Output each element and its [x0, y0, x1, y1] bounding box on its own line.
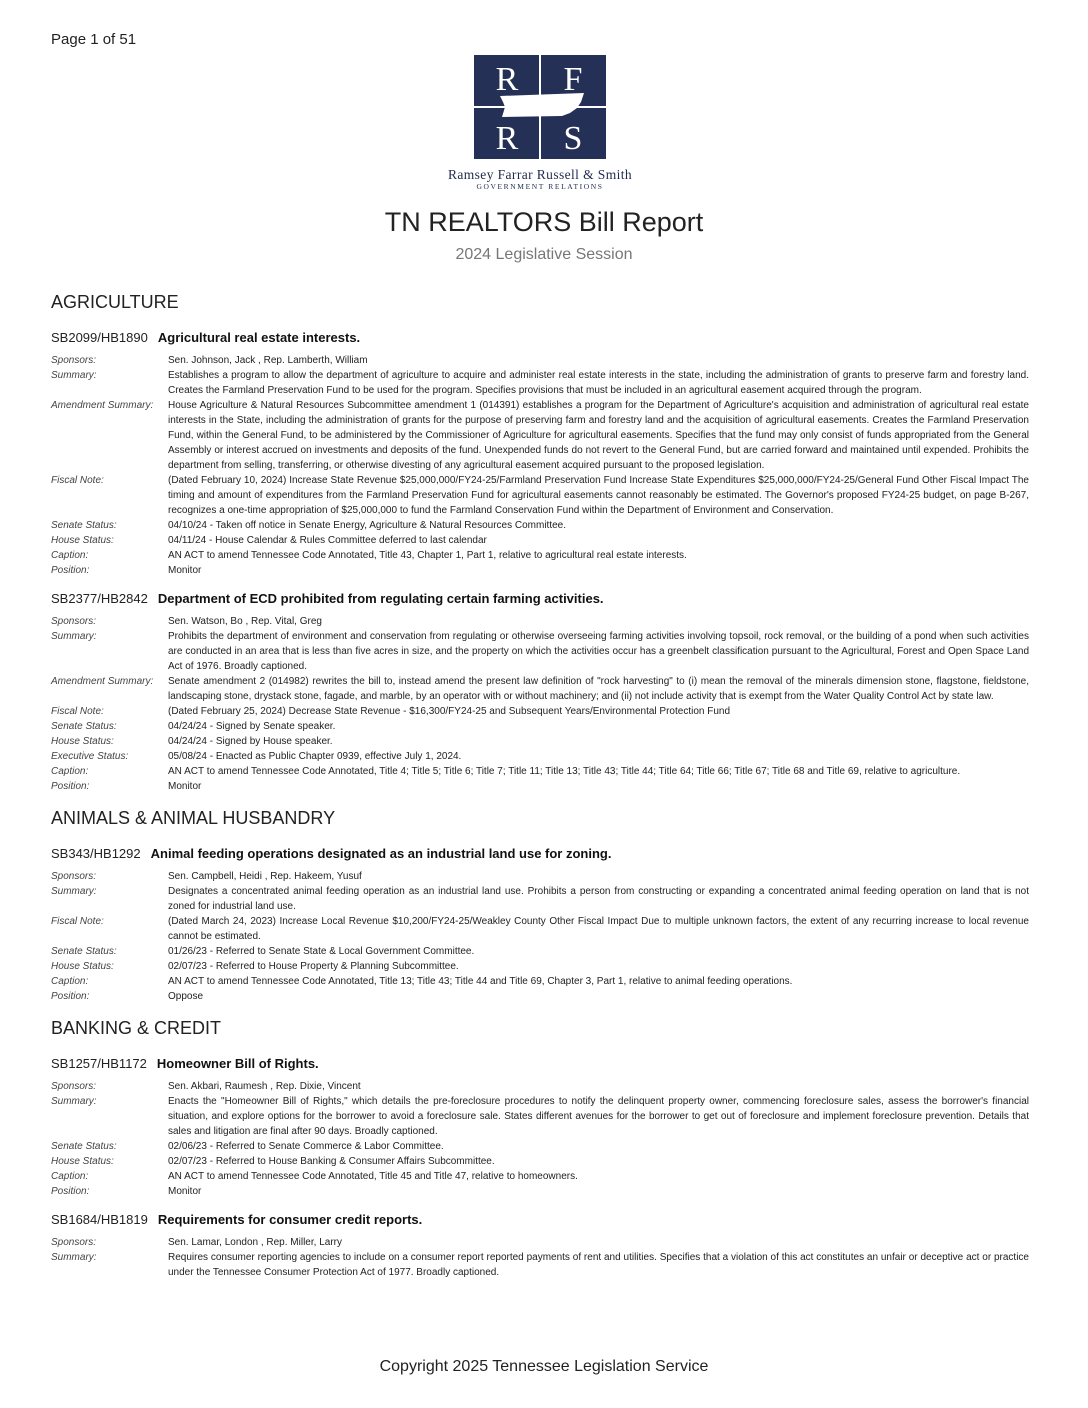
field-label: Caption:: [51, 1171, 89, 1182]
field-value: AN ACT to amend Tennessee Code Annotated, Title 45 and Title 47, relative to homeowners.: [168, 1171, 578, 1182]
bill-field-row: [51, 398, 1029, 473]
field-label: Sponsors:: [51, 1081, 97, 1092]
field-label: Senate Status:: [51, 520, 117, 531]
bill-field-row: [51, 1079, 1029, 1094]
field-value: 01/26/23 - Referred to Senate State & Local Government Committee.: [168, 946, 475, 957]
bill-entry: [51, 1055, 1029, 1199]
bill-field-row: [51, 368, 1029, 398]
field-label: Caption:: [51, 766, 89, 777]
category-heading: ANIMALS & ANIMAL HUSBANDRY: [51, 808, 336, 828]
bill-field-row: [51, 1250, 1029, 1280]
bill-field-row: [51, 1169, 1029, 1184]
category-heading: BANKING & CREDIT: [51, 1018, 222, 1038]
bill-field-row: [51, 533, 1029, 548]
field-label: Caption:: [51, 976, 89, 987]
bill-field-row: [51, 749, 1029, 764]
bill-field-row: [51, 473, 1029, 518]
field-label: Fiscal Note:: [51, 475, 104, 486]
field-value: 04/11/24 - House Calendar & Rules Committee deferred to last calendar: [168, 535, 487, 546]
bill-field-row: [51, 734, 1029, 749]
firm-tagline: GOVERNMENT RELATIONS: [476, 182, 604, 191]
field-value: AN ACT to amend Tennessee Code Annotated, Title 13; Title 43; Title 44 and Title 69, Chapter 3, Part 1, relative to animal feeding operations.: [168, 976, 793, 987]
field-value: (Dated February 10, 2024) Increase State Revenue $25,000,000/FY24-25/Farmland Preservation Fund Increase State Expenditures $25,000,000/FY24-25/General Fund Other Fiscal Impact The timing and amount of expenditures from the Farmland Preservation Fund for agricultural easements cannot reasonably be estimated. The Governor's proposed FY24-25 budget, on page B-267, recognizes a one-time appropriation of $25,000,000 to fund the Farmland Conservation Fund within the Department of Environment and Conservation.: [168, 475, 1029, 516]
field-value: Monitor: [168, 565, 202, 576]
field-value: 05/08/24 - Enacted as Public Chapter 0939, effective July 1, 2024.: [168, 751, 462, 762]
field-label: Position:: [51, 565, 90, 576]
field-value: Oppose: [168, 991, 204, 1002]
field-value: AN ACT to amend Tennessee Code Annotated, Title 4; Title 5; Title 6; Title 7; Title 11; Title 13; Title 43; Title 44; Title 64; Title 66; Title 67; Title 68 and Title 69, relative to agriculture.: [168, 766, 961, 777]
field-value: Establishes a program to allow the department of agriculture to acquire and administer real estate interests in the state, including the administration of grants to preserve farm and forestry land. Creates the Farmland Preservation Fund to be used for the program. Specifies provisions that must be included in an agricultural easement acquired through the program.: [168, 370, 1029, 396]
field-value: Senate amendment 2 (014982) rewrites the bill to, instead amend the present law definition of "rock harvesting" to (i) mean the removal of the minerals dimension stone, flagstone, fieldstone, landscaping stone, drystack stone, fagade, and marble, by an operator with or without machinery; and (ii) not include activity that is exempt from the Water Quality Control Act by state law.: [168, 676, 1029, 702]
field-label: House Status:: [51, 1156, 114, 1167]
field-value: Requires consumer reporting agencies to include on a consumer report reported payments of rent and utilities. Specifies that a violation of this act constitutes an unfair or deceptive act or practice under the Tennessee Consumer Protection Act of 1977. Broadly captioned.: [168, 1252, 1029, 1278]
bill-field-row: [51, 884, 1029, 914]
field-value: Enacts the "Homeowner Bill of Rights," which details the pre-foreclosure procedures to notify the delinquent property owner, commencing foreclosure sales, assess the borrower's financial situation, and explore options for the borrower to avoid a foreclosure sale. States different avenues for the borrower to get out of foreclosure and implement foreclosure prevention. Details that sales and litigation are final after 90 days. Broadly captioned.: [168, 1096, 1029, 1137]
bill-header: [51, 1055, 1029, 1072]
bill-entry: [51, 845, 1029, 1004]
bill-number: SB1257/HB1172: [51, 1056, 147, 1071]
field-label: Sponsors:: [51, 871, 97, 882]
field-value: Sen. Lamar, London , Rep. Miller, Larry: [168, 1237, 342, 1248]
field-value: Prohibits the department of environment and conservation from regulating or otherwise overseeing farming activities involving topsoil, rock removal, or the building of a pond when such activities are conducted in an area that is less than five acres in size, and the property on which the activities occur has a greenbelt classification pursuant to the Agricultural, Forest and Open Space Land Act of 1976. Broadly captioned.: [168, 631, 1029, 672]
field-value: Monitor: [168, 781, 202, 792]
bill-field-row: [51, 779, 1029, 794]
bill-title: Homeowner Bill of Rights.: [156, 1056, 319, 1071]
field-label: Summary:: [51, 370, 97, 381]
field-value: (Dated February 25, 2024) Decrease State Revenue - $16,300/FY24-25 and Subsequent Years/Environmental Protection Fund: [168, 706, 731, 717]
field-label: Fiscal Note:: [51, 706, 104, 717]
field-label: Sponsors:: [51, 616, 97, 627]
field-value: AN ACT to amend Tennessee Code Annotated, Title 43, Chapter 1, Part 1, relative to agricultural real estate interests.: [168, 550, 687, 561]
field-value: House Agriculture & Natural Resources Subcommittee amendment 1 (014391) establishes a program for the Department of Agriculture's acquisition and administration of agricultural real estate interests in the State, including the administration of grants for the purpose of preserving farm and forestry land and the acquisition of agricultural easements. Creates the Farmland Preservation Fund, within the General Fund, to be administered by the Commissioner of Agriculture for agricultural easements. Specifies that the fund may only consist of funds appropriated from the General Assembly or interest accrued on investments and deposits of the fund. Unexpended funds do not revert to the General Fund, but are carried forward and maintained until expended. Prohibits the department from selling, transferring, or otherwise divesting of any agricultural easement acquired pursuant to the proposed legislation.: [168, 400, 1029, 471]
field-value: Designates a concentrated animal feeding operation as an industrial land use. Prohibits a person from constructing or expanding a concentrated animal feeding operation on land that is not zoned for industrial land use.: [168, 886, 1029, 912]
logo-letter-s: S: [563, 120, 583, 157]
bill-field-row: [51, 614, 1029, 629]
bill-header: [51, 329, 1029, 346]
field-label: Fiscal Note:: [51, 916, 104, 927]
bill-field-row: [51, 674, 1029, 704]
field-value: 04/24/24 - Signed by Senate speaker.: [168, 721, 336, 732]
field-label: Position:: [51, 991, 90, 1002]
bill-field-row: [51, 944, 1029, 959]
copyright-footer: Copyright 2025 Tennessee Legislation Service: [379, 1358, 709, 1375]
bill-field-row: [51, 974, 1029, 989]
field-label: House Status:: [51, 736, 114, 747]
category-heading: AGRICULTURE: [51, 292, 179, 312]
field-value: 04/24/24 - Signed by House speaker.: [168, 736, 333, 747]
bill-title: Requirements for consumer credit reports.: [157, 1212, 423, 1227]
report-content: [51, 289, 1029, 1280]
bill-field-row: [51, 959, 1029, 974]
field-value: 02/06/23 - Referred to Senate Commerce & Labor Committee.: [168, 1141, 444, 1152]
field-value: Sen. Campbell, Heidi , Rep. Hakeem, Yusuf: [168, 871, 362, 882]
field-label: House Status:: [51, 961, 114, 972]
firm-name: Ramsey Farrar Russell & Smith: [447, 167, 633, 182]
field-label: Sponsors:: [51, 355, 97, 366]
bill-number: SB2377/HB2842: [51, 591, 148, 606]
field-label: Summary:: [51, 1252, 97, 1263]
bill-field-row: [51, 1139, 1029, 1154]
bill-title: Agricultural real estate interests.: [157, 330, 361, 345]
field-value: (Dated March 24, 2023) Increase Local Revenue $10,200/FY24-25/Weakley County Other Fiscal Impact Due to multiple unknown factors, the extent of any recurring increase to local revenue cannot be estimated.: [168, 916, 1029, 942]
rfrs-logo-mark: [474, 55, 606, 159]
bill-field-row: [51, 353, 1029, 368]
bill-field-row: [51, 1235, 1029, 1250]
bill-field-row: [51, 764, 1029, 779]
field-label: House Status:: [51, 535, 114, 546]
bill-field-row: [51, 548, 1029, 563]
field-label: Senate Status:: [51, 946, 117, 957]
bill-entry: [51, 329, 1029, 578]
bill-field-row: [51, 629, 1029, 674]
field-label: Caption:: [51, 550, 89, 561]
bill-number: SB343/HB1292: [51, 846, 141, 861]
bill-header: [51, 845, 1029, 862]
bill-title: Animal feeding operations designated as an industrial land use for zoning.: [150, 846, 612, 861]
bill-field-row: [51, 704, 1029, 719]
logo-caption: [424, 167, 656, 191]
field-value: 04/10/24 - Taken off notice in Senate Energy, Agriculture & Natural Resources Committee.: [168, 520, 566, 531]
logo-letter-f: F: [563, 61, 583, 98]
field-label: Sponsors:: [51, 1237, 97, 1248]
page-number: Page 1 of 51: [51, 31, 137, 48]
bill-entry: [51, 590, 1029, 794]
field-value: 02/07/23 - Referred to House Property & Planning Subcommittee.: [168, 961, 459, 972]
field-label: Summary:: [51, 1096, 97, 1107]
bill-field-row: [51, 989, 1029, 1004]
bill-field-row: [51, 914, 1029, 944]
field-label: Senate Status:: [51, 1141, 117, 1152]
field-label: Senate Status:: [51, 721, 117, 732]
logo-letter-r2: R: [495, 120, 519, 157]
report-subtitle: 2024 Legislative Session: [455, 246, 633, 263]
bill-header: [51, 590, 1029, 607]
logo-letter-r1: R: [495, 61, 519, 98]
bill-field-row: [51, 719, 1029, 734]
field-label: Amendment Summary:: [51, 676, 154, 687]
bill-entry: [51, 1211, 1029, 1280]
field-value: Sen. Akbari, Raumesh , Rep. Dixie, Vincent: [168, 1081, 361, 1092]
field-label: Executive Status:: [51, 751, 129, 762]
bill-field-row: [51, 518, 1029, 533]
field-value: 02/07/23 - Referred to House Banking & Consumer Affairs Subcommittee.: [168, 1156, 495, 1167]
firm-logo: [474, 55, 606, 159]
report-title: TN REALTORS Bill Report: [384, 207, 704, 237]
bill-field-row: [51, 1094, 1029, 1139]
bill-number: SB2099/HB1890: [51, 330, 148, 345]
field-label: Amendment Summary:: [51, 400, 154, 411]
bill-number: SB1684/HB1819: [51, 1212, 148, 1227]
bill-field-row: [51, 563, 1029, 578]
field-label: Summary:: [51, 631, 97, 642]
bill-title: Department of ECD prohibited from regulating certain farming activities.: [157, 591, 604, 606]
field-value: Sen. Johnson, Jack , Rep. Lamberth, William: [168, 355, 368, 366]
field-label: Position:: [51, 1186, 90, 1197]
field-value: Monitor: [168, 1186, 202, 1197]
bill-header: [51, 1211, 1029, 1228]
bill-field-row: [51, 1184, 1029, 1199]
field-value: Sen. Watson, Bo , Rep. Vital, Greg: [168, 616, 322, 627]
bill-field-row: [51, 869, 1029, 884]
field-label: Summary:: [51, 886, 97, 897]
field-label: Position:: [51, 781, 90, 792]
bill-field-row: [51, 1154, 1029, 1169]
